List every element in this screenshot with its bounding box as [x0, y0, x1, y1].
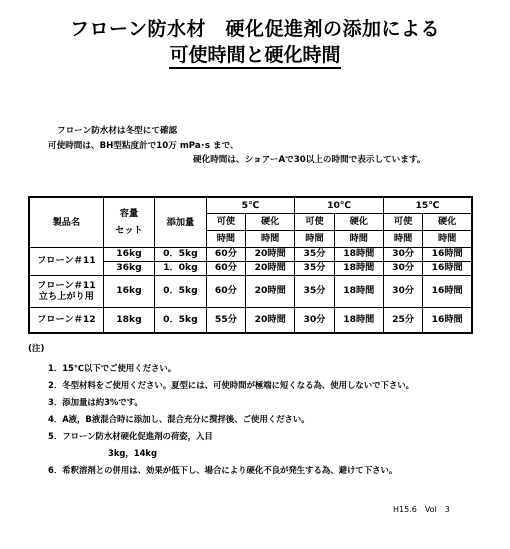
- document-title: フローン防水材 硬化促進剤の添加による: [69, 18, 441, 40]
- header-temp-5: 5℃: [206, 197, 295, 213]
- pot-life-10-cell: 35分: [295, 261, 335, 275]
- product-name: フローン＃11: [29, 247, 103, 275]
- header-temp-15: 15℃: [383, 197, 472, 213]
- table-row: [29, 307, 472, 333]
- cure-time-15-cell: 16時間: [423, 275, 472, 307]
- pot-life-5-cell: 60分: [206, 261, 246, 275]
- header-pot-5-a: 可使: [206, 213, 246, 230]
- table-row: [29, 247, 472, 261]
- note-item-4: 4．A液，B液混合時に添加し、混合充分に撹拌後、ご使用ください。: [48, 414, 310, 424]
- pot-life-15-cell: 30分: [383, 261, 423, 275]
- pot-life-15-cell: 25分: [383, 307, 423, 333]
- document-version: H15.6 Vol 3: [393, 505, 450, 514]
- header-capacity-line-1: 容量: [119, 207, 139, 219]
- pot-life-10-cell: 35分: [295, 275, 335, 307]
- header-capacity: [103, 197, 154, 247]
- capacity-cell: 18kg: [103, 307, 154, 333]
- header-cure-10-a: 硬化: [334, 213, 383, 230]
- amount-cell: 0．5kg: [155, 275, 206, 307]
- cure-time-15-cell: 16時間: [423, 307, 472, 333]
- product-name: [29, 275, 103, 307]
- pot-life-15-cell: 30分: [383, 247, 423, 261]
- cure-time-15-cell: 16時間: [423, 247, 472, 261]
- capacity-cell: 16kg: [103, 275, 154, 307]
- header-product: 製品名: [29, 197, 103, 247]
- note-item-5: 5．フローン防水材硬化促進剤の荷姿，入目: [48, 431, 213, 441]
- amount-cell: 0．5kg: [155, 247, 206, 261]
- cure-time-5-cell: 20時間: [246, 247, 295, 261]
- notes-heading: (注): [28, 344, 45, 354]
- header-cure-5-a: 硬化: [246, 213, 295, 230]
- document-subtitle-text: 可使時間と硬化時間: [169, 44, 340, 69]
- pot-life-cure-time-table: [28, 196, 473, 334]
- header-amount: 添加量: [155, 197, 206, 247]
- cure-time-15-cell: 16時間: [423, 261, 472, 275]
- header-pot-5-b: 時間: [206, 230, 246, 247]
- table-row: [29, 275, 472, 307]
- amount-cell: 1．0kg: [155, 261, 206, 275]
- cure-time-10-cell: 18時間: [334, 247, 383, 261]
- pot-life-5-cell: 60分: [206, 247, 246, 261]
- pot-life-15-cell: 30分: [383, 275, 423, 307]
- product-name: フローン＃12: [29, 307, 103, 333]
- product-name-line-2: 立ち上がり用: [38, 291, 94, 302]
- cure-time-10-cell: 18時間: [334, 261, 383, 275]
- cure-time-5-cell: 20時間: [246, 275, 295, 307]
- intro-line-3: 硬化時間は、ショアーAで30以上の時間で表示しています。: [193, 155, 426, 165]
- header-cure-10-b: 時間: [334, 230, 383, 247]
- header-cure-15-b: 時間: [423, 230, 472, 247]
- header-temp-10: 10℃: [295, 197, 384, 213]
- pot-life-10-cell: 30分: [295, 307, 335, 333]
- header-cure-15-a: 硬化: [423, 213, 472, 230]
- amount-cell: 0．5kg: [155, 307, 206, 333]
- note-item-6: 6．希釈溶剤との併用は、効果が低下し、場合により硬化不良が発生する為、避けて下さい。: [48, 465, 398, 475]
- pot-life-5-cell: 55分: [206, 307, 246, 333]
- cure-time-5-cell: 20時間: [246, 261, 295, 275]
- capacity-cell: 16kg: [103, 247, 154, 261]
- header-pot-10-a: 可使: [295, 213, 335, 230]
- cure-time-10-cell: 18時間: [334, 307, 383, 333]
- intro-line-1: フローン防水材は冬型にて確認: [57, 126, 178, 136]
- capacity-cell: 36kg: [103, 261, 154, 275]
- intro-line-2: 可使時間は、BH型粘度計で10万 mPa･s まで、: [48, 141, 239, 151]
- product-name-line-1: フローン＃11: [37, 279, 96, 291]
- note-item-5-detail: 3kg，14kg: [108, 448, 157, 458]
- document-subtitle: [0, 40, 510, 67]
- header-pot-15-b: 時間: [383, 230, 423, 247]
- cure-time-10-cell: 18時間: [334, 275, 383, 307]
- pot-life-10-cell: 35分: [295, 247, 335, 261]
- header-pot-15-a: 可使: [383, 213, 423, 230]
- note-item-3: 3．添加量は約3%です。: [48, 397, 143, 407]
- cure-time-5-cell: 20時間: [246, 307, 295, 333]
- pot-life-5-cell: 60分: [206, 275, 246, 307]
- note-item-2: 2．冬型材料をご使用ください。夏型には、可使時間が極端に短くなる為、使用しないで下さい。: [48, 380, 414, 390]
- header-capacity-line-2: セット: [115, 225, 143, 237]
- header-pot-10-b: 時間: [295, 230, 335, 247]
- note-item-1: 1．15℃以下でご使用ください。: [48, 363, 177, 373]
- header-cure-5-b: 時間: [246, 230, 295, 247]
